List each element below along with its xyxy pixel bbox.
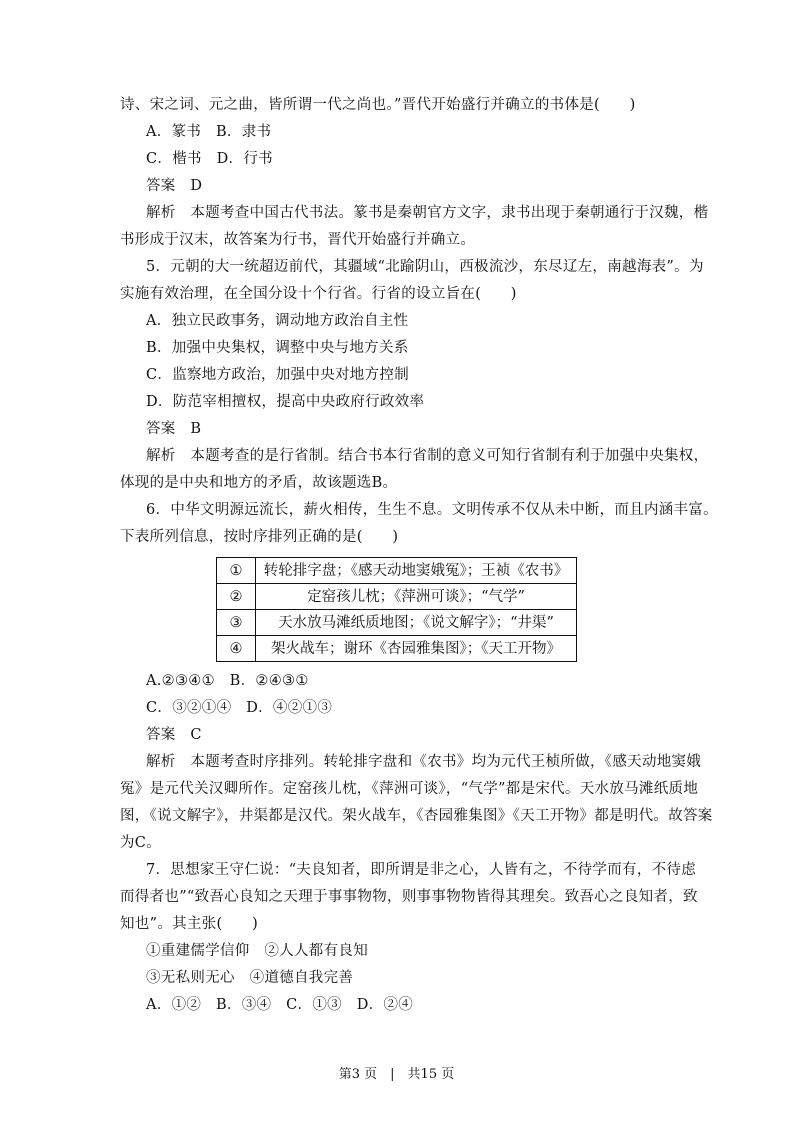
text-line: 体现的是中央和地方的矛盾，故该题选B。	[120, 475, 398, 491]
table-cell-text: 转轮排字盘；《感天动地窦娥冤》；王祯《农书》	[256, 558, 577, 584]
table-cell-text: 定窑孩儿枕；《萍洲可谈》；“气学”	[256, 584, 577, 610]
answer-line: 答案 B	[146, 421, 202, 437]
text-line: 下表所列信息，按时序排列正确的是( )	[120, 529, 399, 545]
table-cell-num: ④	[217, 636, 256, 662]
analysis-line: 解析 本题考查中国古代书法。篆书是秦朝官方文字，隶书出现于秦朝通行于汉魏，楷	[146, 205, 709, 221]
text-line: 而得者也”“致吾心良知之天理于事事物物，则事事物物皆得其理矣。致吾心之良知者，致	[120, 889, 698, 905]
text-line: 知也”。其主张( )	[120, 916, 259, 932]
option-line: ③无私则无心 ④道德自我完善	[146, 970, 354, 986]
question-line: 6．中华文明源远流长，薪火相传，生生不息。文明传承不仅从未中断，而且内涵丰富。	[146, 502, 718, 518]
option-line: D．防范宰相擅权，提高中央政府行政效率	[146, 394, 425, 410]
text-line: 冤》是元代关汉卿所作。定窑孩儿枕，《萍洲可谈》，“气学”都是宋代。天水放马滩纸质地	[120, 781, 699, 797]
text-line: 书形成于汉末，故答案为行书，晋代开始盛行并确立。	[120, 232, 476, 248]
answer-line: 答案 D	[146, 178, 203, 194]
text-line: 图，《说文解字》，井渠都是汉代。架火战车，《杏园雅集图》《天工开物》都是明代。故答案	[120, 808, 713, 824]
option-line: A.②③④① B．②④③①	[146, 673, 309, 689]
table-cell-num: ①	[217, 558, 256, 584]
table-row	[217, 610, 577, 636]
option-line: A．独立民政事务，调动地方政治自主性	[146, 313, 409, 329]
table-row	[217, 636, 577, 662]
table-row	[217, 584, 577, 610]
option-line: B．加强中央集权，调整中央与地方关系	[146, 340, 409, 356]
table-cell-num: ③	[217, 610, 256, 636]
answer-line: 答案 C	[146, 727, 202, 743]
option-line: A．①② B．③④ C．①③ D．②④	[146, 997, 414, 1013]
option-line: C．楷书 D．行书	[146, 151, 273, 167]
question-line: 7．思想家王守仁说：“夫良知者，即所谓是非之心，人皆有之，不待学而有，不待虑	[146, 862, 697, 878]
table-cell-text: 架火战车；谢环《杏园雅集图》；《天工开物》	[256, 636, 577, 662]
table-cell-text: 天水放马滩纸质地图；《说文解字》；“井渠”	[256, 610, 577, 636]
table-cell-num: ②	[217, 584, 256, 610]
option-line: C．③②①④ D．④②①③	[146, 700, 333, 716]
option-line: C．监察地方政治，加强中央对地方控制	[146, 367, 409, 383]
option-line: A．篆书 B．隶书	[146, 124, 272, 140]
text-line: 实施有效治理，在全国分设十个行省。行省的设立旨在( )	[120, 286, 517, 302]
text-line: 诗、宋之词、元之曲，皆所谓一代之尚也。”晋代开始盛行并确立的书体是( )	[120, 97, 636, 113]
text-line: 为C。	[120, 835, 161, 851]
table-row	[217, 558, 577, 584]
page-footer: 第3 页 | 共15 页	[338, 1067, 455, 1082]
info-table	[216, 557, 577, 662]
analysis-line: 解析 本题考查的是行省制。结合书本行省制的意义可知行省制有利于加强中央集权，	[146, 448, 709, 464]
analysis-line: 解析 本题考查时序排列。转轮排字盘和《农书》均为元代王桢所做，《感天动地窦娥	[146, 754, 702, 770]
option-line: ①重建儒学信仰 ②人人都有良知	[146, 943, 368, 959]
question-line: 5．元朝的大一统超迈前代，其疆域“北踰阴山，西极流沙，东尽辽左，南越海表”。为	[146, 259, 704, 275]
